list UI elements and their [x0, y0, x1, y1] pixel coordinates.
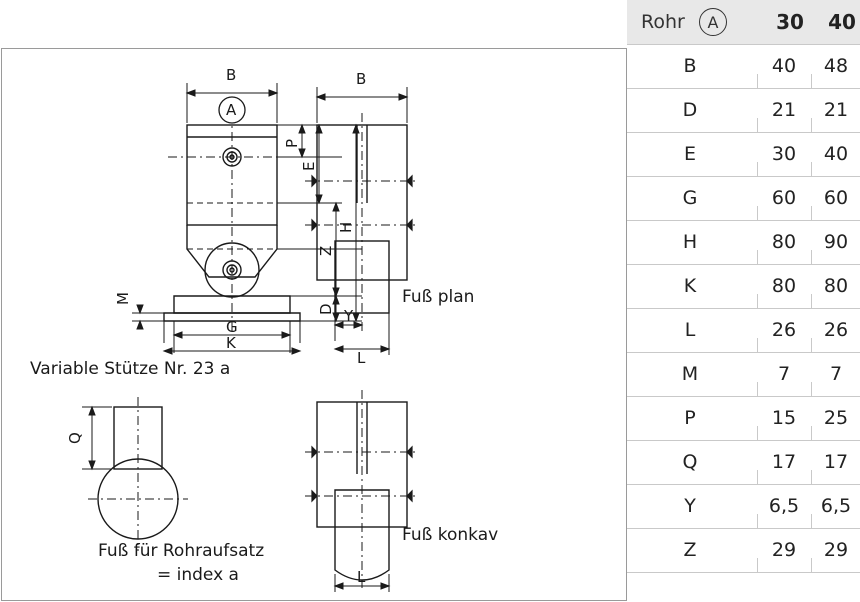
table-row — [627, 88, 860, 132]
column-tick — [757, 426, 758, 440]
row-value-30: 30 — [771, 143, 797, 165]
row-label: K — [683, 275, 697, 297]
table-row — [627, 220, 860, 264]
table-header-col1: 30 — [776, 10, 804, 34]
row-divider — [627, 308, 860, 309]
dim-label-e: E — [300, 161, 318, 171]
row-divider — [627, 264, 860, 265]
row-divider — [627, 440, 860, 441]
table-header-label: Rohr — [641, 11, 685, 33]
dim-label-l-concave: L — [357, 568, 366, 586]
row-label: Y — [684, 495, 696, 517]
table-row — [627, 396, 860, 440]
table-row — [627, 308, 860, 352]
column-tick — [811, 470, 812, 484]
row-value-30: 21 — [771, 99, 797, 121]
row-divider — [627, 176, 860, 177]
column-tick — [757, 162, 758, 176]
dim-label-p: P — [283, 138, 301, 148]
column-tick — [757, 514, 758, 528]
row-label: Z — [683, 539, 697, 561]
drawing-panel — [1, 48, 627, 601]
foot-concave-drawing — [287, 374, 447, 594]
row-divider — [627, 572, 860, 573]
table-header-row — [627, 0, 860, 44]
row-value-40: 60 — [823, 187, 849, 209]
table-row — [627, 176, 860, 220]
column-tick — [811, 206, 812, 220]
row-divider — [627, 528, 860, 529]
column-tick — [757, 294, 758, 308]
column-tick — [811, 250, 812, 264]
row-divider — [627, 396, 860, 397]
row-value-30: 80 — [771, 275, 797, 297]
dim-label-a-circle: A — [226, 101, 237, 119]
column-tick — [811, 74, 812, 88]
row-value-40: 29 — [823, 539, 849, 561]
dim-label-l-plan: L — [357, 349, 366, 363]
row-value-30: 6,5 — [768, 495, 800, 517]
row-divider — [627, 352, 860, 353]
row-divider — [627, 484, 860, 485]
caption-foot-concave: Fuß konkav — [402, 525, 499, 545]
row-label: B — [683, 55, 697, 77]
row-value-40: 6,5 — [820, 495, 852, 517]
table-row-end — [627, 572, 860, 582]
row-value-30: 26 — [771, 319, 797, 341]
column-tick — [757, 382, 758, 396]
caption-foot-plan: Fuß plan — [402, 287, 475, 307]
tube-symbol-icon: A — [699, 8, 727, 36]
dim-label-g: G — [226, 318, 238, 336]
column-tick — [811, 338, 812, 352]
caption-foot-tube-line1: Fuß für Rohraufsatz — [98, 541, 265, 561]
table-body — [627, 44, 860, 582]
dim-label-q: Q — [66, 432, 84, 444]
row-value-40: 7 — [829, 363, 843, 385]
table-row — [627, 484, 860, 528]
row-divider — [627, 88, 860, 89]
dim-label-k: K — [226, 334, 236, 352]
row-value-40: 90 — [823, 231, 849, 253]
dim-label-h: H — [337, 221, 355, 233]
column-tick — [757, 118, 758, 132]
row-value-30: 17 — [771, 451, 797, 473]
dimension-table — [627, 0, 860, 602]
table-row — [627, 440, 860, 484]
row-value-40: 26 — [823, 319, 849, 341]
table-row — [627, 44, 860, 88]
row-label: D — [682, 99, 698, 121]
row-value-40: 21 — [823, 99, 849, 121]
row-label: H — [682, 231, 698, 253]
row-value-40: 17 — [823, 451, 849, 473]
row-label: M — [681, 363, 699, 385]
column-tick — [811, 294, 812, 308]
row-value-30: 15 — [771, 407, 797, 429]
table-row — [627, 132, 860, 176]
column-tick — [811, 382, 812, 396]
row-divider — [627, 44, 860, 45]
table-row — [627, 352, 860, 396]
row-divider — [627, 132, 860, 133]
row-value-40: 80 — [823, 275, 849, 297]
dim-label-b-plan: B — [356, 73, 367, 88]
row-value-40: 40 — [823, 143, 849, 165]
row-label: P — [684, 407, 696, 429]
row-divider — [627, 220, 860, 221]
column-tick — [757, 470, 758, 484]
row-label: Q — [682, 451, 698, 473]
table-row — [627, 528, 860, 572]
row-value-30: 7 — [777, 363, 791, 385]
caption-foot-tube-line2: = index a — [157, 565, 239, 585]
column-tick — [757, 558, 758, 572]
column-tick — [757, 74, 758, 88]
column-tick — [811, 162, 812, 176]
row-value-30: 60 — [771, 187, 797, 209]
table-row — [627, 264, 860, 308]
caption-main: Variable Stütze Nr. 23 a — [30, 359, 231, 379]
dim-label-m: M — [114, 292, 132, 305]
column-tick — [811, 118, 812, 132]
dim-label-b-top: B — [226, 66, 237, 84]
foot-plan-drawing — [287, 73, 447, 363]
column-tick — [811, 514, 812, 528]
column-tick — [757, 206, 758, 220]
row-value-40: 25 — [823, 407, 849, 429]
column-tick — [757, 250, 758, 264]
row-label: E — [683, 143, 696, 165]
row-value-30: 29 — [771, 539, 797, 561]
dim-label-z: Z — [317, 245, 335, 256]
row-value-30: 40 — [771, 55, 797, 77]
row-value-40: 48 — [823, 55, 849, 77]
row-label: G — [682, 187, 698, 209]
column-tick — [811, 426, 812, 440]
dim-label-y: Y — [344, 307, 354, 325]
row-label: L — [684, 319, 696, 341]
column-tick — [811, 558, 812, 572]
row-value-30: 80 — [771, 231, 797, 253]
column-tick — [757, 338, 758, 352]
dim-label-d: D — [317, 303, 335, 315]
table-header-col2: 40 — [828, 10, 856, 34]
